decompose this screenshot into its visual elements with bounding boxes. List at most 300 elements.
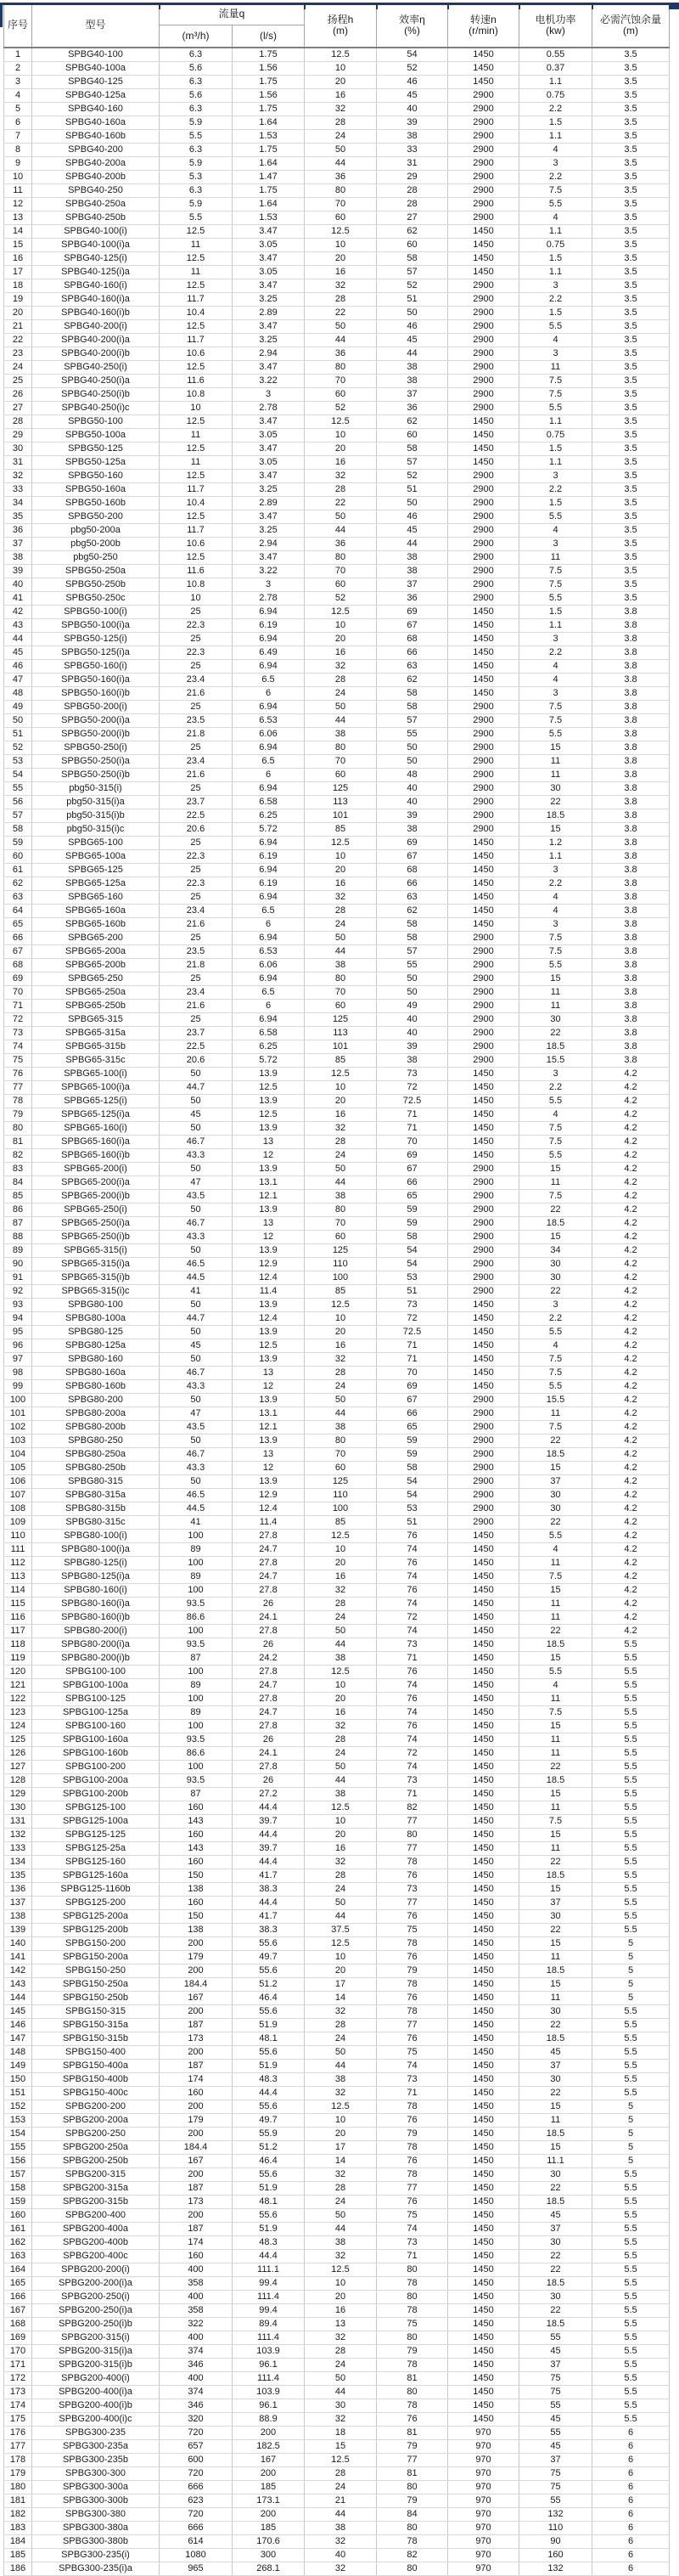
cell-head: 28 <box>305 2345 377 2359</box>
cell-efficiency: 36 <box>377 402 448 415</box>
cell-model: pbg50-315(i)a <box>32 796 160 809</box>
cell-model: SPBG80-315a <box>32 1489 160 1502</box>
cell-flow-m3h: 965 <box>160 2562 233 2576</box>
cell-npsh: 3.5 <box>592 144 670 157</box>
cell-model: SPBG125-1160b <box>32 1883 160 1897</box>
cell-seq: 55 <box>4 782 32 796</box>
cell-seq: 66 <box>4 932 32 945</box>
cell-flow-m3h: 25 <box>160 633 233 646</box>
cell-speed: 1450 <box>448 2032 519 2046</box>
cell-efficiency: 75 <box>377 2046 448 2060</box>
cell-npsh: 3.8 <box>592 687 670 701</box>
cell-efficiency: 38 <box>377 565 448 578</box>
cell-head: 70 <box>305 198 377 211</box>
cell-npsh: 5.5 <box>592 1652 670 1666</box>
table-row <box>4 1122 670 1136</box>
cell-head: 50 <box>305 144 377 157</box>
cell-speed: 1450 <box>448 266 519 279</box>
cell-power: 110 <box>519 2522 592 2535</box>
cell-seq: 133 <box>4 1842 32 1856</box>
cell-model: SPBG40-200b <box>32 171 160 184</box>
cell-efficiency: 78 <box>377 2399 448 2413</box>
cell-power: 3 <box>519 347 592 361</box>
cell-flow-m3h: 50 <box>160 1353 233 1367</box>
cell-model: SPBG300-235(i)a <box>32 2562 160 2576</box>
table-row <box>4 578 670 592</box>
cell-power: 5.5 <box>519 728 592 741</box>
cell-efficiency: 69 <box>377 1149 448 1163</box>
cell-efficiency: 57 <box>377 945 448 959</box>
cell-flow-m3h: 43.5 <box>160 1421 233 1435</box>
cell-model: SPBG65-200(i)b <box>32 1190 160 1203</box>
cell-speed: 2900 <box>448 510 519 524</box>
cell-head: 14 <box>305 2155 377 2168</box>
cell-efficiency: 79 <box>377 2494 448 2508</box>
cell-seq: 112 <box>4 1557 32 1570</box>
table-row <box>4 2331 670 2345</box>
cell-npsh: 3.5 <box>592 375 670 388</box>
cell-flow-ls: 39.7 <box>233 1842 305 1856</box>
cell-npsh: 5.5 <box>592 1924 670 1937</box>
cell-head: 12.5 <box>305 1530 377 1543</box>
cell-model: pbg50-200a <box>32 524 160 538</box>
cell-head: 44 <box>305 2060 377 2073</box>
cell-power: 18.5 <box>519 1448 592 1462</box>
cell-seq: 97 <box>4 1353 32 1367</box>
cell-seq: 49 <box>4 701 32 714</box>
cell-efficiency: 69 <box>377 1380 448 1394</box>
cell-speed: 2900 <box>448 932 519 945</box>
cell-efficiency: 73 <box>377 1774 448 1788</box>
table-row <box>4 2549 670 2562</box>
cell-efficiency: 39 <box>377 809 448 823</box>
cell-speed: 2900 <box>448 184 519 198</box>
cell-head: 50 <box>305 2372 377 2386</box>
cell-power: 30 <box>519 1910 592 1924</box>
cell-seq: 44 <box>4 633 32 646</box>
cell-seq: 51 <box>4 728 32 741</box>
cell-seq: 12 <box>4 198 32 211</box>
cell-efficiency: 78 <box>377 1978 448 1992</box>
cell-speed: 2900 <box>448 211 519 225</box>
cell-speed: 2900 <box>448 524 519 538</box>
cell-flow-m3h: 720 <box>160 2467 233 2481</box>
cell-seq: 116 <box>4 1611 32 1625</box>
cell-seq: 98 <box>4 1367 32 1380</box>
cell-efficiency: 75 <box>377 1924 448 1937</box>
cell-efficiency: 84 <box>377 2508 448 2522</box>
cell-flow-ls: 6.94 <box>233 837 305 850</box>
cell-power: 2.2 <box>519 483 592 497</box>
cell-speed: 1450 <box>448 606 519 619</box>
cell-power: 15 <box>519 2141 592 2155</box>
cell-flow-m3h: 11.7 <box>160 483 233 497</box>
cell-flow-ls: 12 <box>233 1462 305 1475</box>
cell-seq: 183 <box>4 2522 32 2535</box>
cell-power: 11 <box>519 1951 592 1964</box>
cell-flow-m3h: 50 <box>160 1394 233 1407</box>
cell-seq: 182 <box>4 2508 32 2522</box>
cell-model: SPBG65-160a <box>32 905 160 918</box>
cell-efficiency: 65 <box>377 1190 448 1203</box>
cell-seq: 40 <box>4 578 32 592</box>
cell-head: 44 <box>305 1407 377 1421</box>
cell-npsh: 5.5 <box>592 1897 670 1910</box>
cell-speed: 2900 <box>448 1231 519 1244</box>
cell-flow-ls: 49.7 <box>233 1951 305 1964</box>
cell-speed: 2900 <box>448 959 519 972</box>
cell-npsh: 5 <box>592 1964 670 1978</box>
cell-flow-m3h: 12.5 <box>160 252 233 266</box>
cell-head: 50 <box>305 701 377 714</box>
cell-flow-ls: 12.5 <box>233 1081 305 1095</box>
cell-efficiency: 54 <box>377 48 448 62</box>
cell-model: SPBG65-160b <box>32 918 160 932</box>
cell-npsh: 3.5 <box>592 442 670 456</box>
table-row <box>4 2522 670 2535</box>
cell-model: SPBG65-250(i) <box>32 1203 160 1217</box>
cell-efficiency: 38 <box>377 130 448 144</box>
cell-power: 22 <box>519 2250 592 2263</box>
cell-model: SPBG65-315(i)a <box>32 1258 160 1271</box>
cell-head: 70 <box>305 375 377 388</box>
cell-speed: 2900 <box>448 470 519 483</box>
cell-speed: 1450 <box>448 2141 519 2155</box>
cell-npsh: 3.5 <box>592 551 670 565</box>
cell-npsh: 4.2 <box>592 1625 670 1638</box>
table-row <box>4 320 670 334</box>
cell-npsh: 5 <box>592 1992 670 2005</box>
table-row <box>4 1203 670 1217</box>
cell-power: 7.5 <box>519 701 592 714</box>
cell-flow-ls: 44.4 <box>233 2087 305 2100</box>
cell-efficiency: 62 <box>377 905 448 918</box>
cell-flow-ls: 2.78 <box>233 592 305 606</box>
col-header-efficiency <box>377 3 448 48</box>
cell-flow-m3h: 25 <box>160 891 233 905</box>
cell-flow-m3h: 5.9 <box>160 116 233 130</box>
cell-npsh: 3.5 <box>592 320 670 334</box>
cell-model: SPBG40-250 <box>32 184 160 198</box>
cell-speed: 2900 <box>448 565 519 578</box>
cell-flow-m3h: 143 <box>160 1815 233 1829</box>
cell-model: SPBG300-300a <box>32 2481 160 2494</box>
table-row <box>4 402 670 415</box>
cell-efficiency: 62 <box>377 225 448 239</box>
cell-seq: 36 <box>4 524 32 538</box>
cell-npsh: 5.5 <box>592 2318 670 2331</box>
table-row <box>4 157 670 171</box>
col-header-model-label: 型号 <box>85 19 106 31</box>
cell-npsh: 4.2 <box>592 1543 670 1557</box>
cell-flow-ls: 182.5 <box>233 2440 305 2454</box>
table-row <box>4 769 670 782</box>
cell-head: 60 <box>305 1000 377 1013</box>
table-row <box>4 279 670 293</box>
cell-flow-m3h: 89 <box>160 1706 233 1720</box>
cell-seq: 162 <box>4 2236 32 2250</box>
cell-seq: 18 <box>4 279 32 293</box>
cell-speed: 2900 <box>448 1190 519 1203</box>
cell-flow-m3h: 100 <box>160 1625 233 1638</box>
cell-flow-ls: 26 <box>233 1638 305 1652</box>
cell-flow-m3h: 47 <box>160 1407 233 1421</box>
table-row <box>4 1258 670 1271</box>
cell-efficiency: 67 <box>377 619 448 633</box>
cell-efficiency: 73 <box>377 1883 448 1897</box>
cell-flow-m3h: 174 <box>160 2073 233 2087</box>
cell-speed: 1450 <box>448 1951 519 1964</box>
cell-efficiency: 67 <box>377 1163 448 1176</box>
cell-speed: 1450 <box>448 633 519 646</box>
cell-flow-m3h: 12.5 <box>160 551 233 565</box>
cell-model: SPBG80-100 <box>32 1299 160 1312</box>
cell-speed: 2900 <box>448 1000 519 1013</box>
cell-seq: 32 <box>4 470 32 483</box>
cell-speed: 1450 <box>448 2046 519 2060</box>
table-row <box>4 905 670 918</box>
cell-efficiency: 46 <box>377 76 448 89</box>
cell-model: SPBG200-250 <box>32 2128 160 2141</box>
cell-efficiency: 50 <box>377 972 448 986</box>
cell-head: 100 <box>305 1271 377 1285</box>
cell-efficiency: 66 <box>377 877 448 891</box>
cell-npsh: 4.2 <box>592 1122 670 1136</box>
table-row <box>4 2168 670 2182</box>
cell-speed: 1450 <box>448 2263 519 2277</box>
cell-head: 20 <box>305 1964 377 1978</box>
cell-efficiency: 80 <box>377 2331 448 2345</box>
cell-power: 1.1 <box>519 850 592 864</box>
cell-model: SPBG65-125(i) <box>32 1095 160 1108</box>
cell-flow-ls: 12.4 <box>233 1312 305 1326</box>
cell-flow-ls: 5.72 <box>233 1054 305 1068</box>
table-row <box>4 1027 670 1040</box>
cell-head: 32 <box>305 2005 377 2019</box>
cell-power: 37 <box>519 1475 592 1489</box>
cell-flow-ls: 27.8 <box>233 1584 305 1598</box>
cell-npsh: 3.5 <box>592 211 670 225</box>
cell-head: 32 <box>305 1584 377 1598</box>
cell-speed: 1450 <box>448 850 519 864</box>
col-header-power-unit: (kw) <box>546 24 565 37</box>
cell-model: SPBG80-315c <box>32 1516 160 1530</box>
cell-model: SPBG65-200b <box>32 959 160 972</box>
cell-flow-ls: 6 <box>233 918 305 932</box>
cell-flow-m3h: 666 <box>160 2522 233 2535</box>
cell-flow-m3h: 173 <box>160 2196 233 2209</box>
cell-head: 38 <box>305 1652 377 1666</box>
cell-seq: 62 <box>4 877 32 891</box>
cell-flow-m3h: 21.6 <box>160 687 233 701</box>
cell-power: 15.5 <box>519 1394 592 1407</box>
cell-flow-m3h: 12.5 <box>160 510 233 524</box>
cell-flow-m3h: 23.4 <box>160 986 233 1000</box>
cell-seq: 113 <box>4 1570 32 1584</box>
table-row <box>4 2318 670 2331</box>
cell-speed: 2900 <box>448 320 519 334</box>
cell-seq: 64 <box>4 905 32 918</box>
accent-stub <box>669 3 679 9</box>
table-row <box>4 565 670 578</box>
cell-flow-m3h: 374 <box>160 2386 233 2399</box>
cell-speed: 1450 <box>448 2386 519 2399</box>
cell-model: SPBG65-125a <box>32 877 160 891</box>
table-row <box>4 347 670 361</box>
cell-head: 32 <box>305 1720 377 1733</box>
cell-npsh: 5.5 <box>592 2304 670 2318</box>
cell-model: SPBG50-125 <box>32 442 160 456</box>
cell-flow-m3h: 23.7 <box>160 796 233 809</box>
cell-npsh: 4.2 <box>592 1108 670 1122</box>
cell-efficiency: 54 <box>377 1489 448 1502</box>
cell-power: 37 <box>519 2060 592 2073</box>
cell-efficiency: 71 <box>377 1122 448 1136</box>
cell-head: 10 <box>305 239 377 252</box>
cell-model: SPBG125-160 <box>32 1856 160 1869</box>
cell-npsh: 5.5 <box>592 2032 670 2046</box>
cell-flow-m3h: 160 <box>160 1856 233 1869</box>
cell-efficiency: 76 <box>377 1951 448 1964</box>
cell-head: 21 <box>305 2494 377 2508</box>
cell-flow-ls: 103.9 <box>233 2345 305 2359</box>
col-header-speed-label: 转速n <box>470 13 497 25</box>
cell-power: 15.5 <box>519 1054 592 1068</box>
cell-model: SPBG100-160a <box>32 1733 160 1747</box>
cell-flow-ls: 300 <box>233 2549 305 2562</box>
cell-flow-ls: 1.75 <box>233 144 305 157</box>
cell-speed: 970 <box>448 2494 519 2508</box>
cell-model: SPBG40-100 <box>32 48 160 62</box>
cell-head: 80 <box>305 741 377 755</box>
cell-flow-ls: 13.9 <box>233 1435 305 1448</box>
cell-seq: 72 <box>4 1013 32 1027</box>
table-row <box>4 2182 670 2196</box>
cell-seq: 41 <box>4 592 32 606</box>
cell-seq: 15 <box>4 239 32 252</box>
cell-model: SPBG40-250b <box>32 211 160 225</box>
cell-flow-ls: 55.6 <box>233 2046 305 2060</box>
cell-speed: 1450 <box>448 1801 519 1815</box>
cell-model: SPBG80-250a <box>32 1448 160 1462</box>
cell-flow-m3h: 666 <box>160 2481 233 2494</box>
cell-npsh: 5.5 <box>592 2019 670 2032</box>
cell-speed: 1450 <box>448 2331 519 2345</box>
cell-seq: 169 <box>4 2331 32 2345</box>
cell-seq: 122 <box>4 1693 32 1706</box>
cell-head: 37.5 <box>305 1924 377 1937</box>
cell-flow-ls: 6.19 <box>233 850 305 864</box>
cell-power: 4 <box>519 211 592 225</box>
cell-flow-m3h: 143 <box>160 1842 233 1856</box>
cell-head: 38 <box>305 2073 377 2087</box>
cell-efficiency: 59 <box>377 1203 448 1217</box>
cell-npsh: 3.5 <box>592 347 670 361</box>
cell-efficiency: 75 <box>377 2209 448 2223</box>
cell-power: 7.5 <box>519 1815 592 1829</box>
table-row <box>4 2087 670 2100</box>
table-row <box>4 796 670 809</box>
cell-head: 12.5 <box>305 1937 377 1951</box>
cell-head: 12.5 <box>305 837 377 850</box>
cell-flow-m3h: 12.5 <box>160 225 233 239</box>
cell-flow-m3h: 623 <box>160 2494 233 2508</box>
cell-head: 36 <box>305 171 377 184</box>
table-row <box>4 1924 670 1937</box>
cell-model: SPBG50-100a <box>32 429 160 442</box>
cell-head: 28 <box>305 2182 377 2196</box>
cell-flow-m3h: 87 <box>160 1652 233 1666</box>
cell-npsh: 3.5 <box>592 239 670 252</box>
cell-flow-m3h: 45 <box>160 1108 233 1122</box>
cell-npsh: 4.2 <box>592 1149 670 1163</box>
cell-efficiency: 77 <box>377 2182 448 2196</box>
cell-model: SPBG65-125(i)a <box>32 1108 160 1122</box>
cell-seq: 127 <box>4 1761 32 1774</box>
cell-npsh: 3.5 <box>592 48 670 62</box>
cell-flow-m3h: 93.5 <box>160 1733 233 1747</box>
cell-head: 24 <box>305 1611 377 1625</box>
cell-flow-ls: 1.53 <box>233 130 305 144</box>
cell-speed: 1450 <box>448 1136 519 1149</box>
cell-flow-ls: 3.25 <box>233 293 305 307</box>
cell-power: 11 <box>519 769 592 782</box>
cell-head: 32 <box>305 103 377 116</box>
cell-head: 70 <box>305 1448 377 1462</box>
cell-power: 18.5 <box>519 1964 592 1978</box>
cell-model: SPBG40-100a <box>32 62 160 76</box>
cell-model: SPBG100-200a <box>32 1774 160 1788</box>
cell-head: 20 <box>305 1557 377 1570</box>
cell-efficiency: 68 <box>377 864 448 877</box>
cell-head: 125 <box>305 1244 377 1258</box>
cell-head: 38 <box>305 2522 377 2535</box>
table-row <box>4 1584 670 1598</box>
cell-efficiency: 76 <box>377 1666 448 1679</box>
cell-flow-m3h: 5.6 <box>160 62 233 76</box>
cell-efficiency: 39 <box>377 116 448 130</box>
cell-efficiency: 48 <box>377 769 448 782</box>
cell-npsh: 5.5 <box>592 2046 670 2060</box>
cell-seq: 11 <box>4 184 32 198</box>
table-row <box>4 1435 670 1448</box>
cell-model: SPBG80-200a <box>32 1407 160 1421</box>
cell-npsh: 4.2 <box>592 1163 670 1176</box>
cell-npsh: 3.8 <box>592 646 670 660</box>
cell-npsh: 3.8 <box>592 850 670 864</box>
cell-speed: 1450 <box>448 1543 519 1557</box>
cell-head: 50 <box>305 510 377 524</box>
cell-efficiency: 71 <box>377 1788 448 1801</box>
cell-flow-m3h: 160 <box>160 1897 233 1910</box>
cell-flow-ls: 12 <box>233 1149 305 1163</box>
cell-efficiency: 78 <box>377 2100 448 2114</box>
cell-power: 22 <box>519 1027 592 1040</box>
cell-flow-ls: 24.1 <box>233 1747 305 1761</box>
cell-head: 17 <box>305 1978 377 1992</box>
cell-power: 7.5 <box>519 1367 592 1380</box>
cell-head: 52 <box>305 402 377 415</box>
cell-speed: 2900 <box>448 701 519 714</box>
cell-speed: 2900 <box>448 538 519 551</box>
cell-model: SPBG65-160 <box>32 891 160 905</box>
cell-npsh: 5.5 <box>592 2168 670 2182</box>
cell-head: 85 <box>305 823 377 837</box>
cell-npsh: 3.5 <box>592 470 670 483</box>
cell-speed: 1450 <box>448 687 519 701</box>
cell-npsh: 5.5 <box>592 2223 670 2236</box>
cell-efficiency: 40 <box>377 796 448 809</box>
